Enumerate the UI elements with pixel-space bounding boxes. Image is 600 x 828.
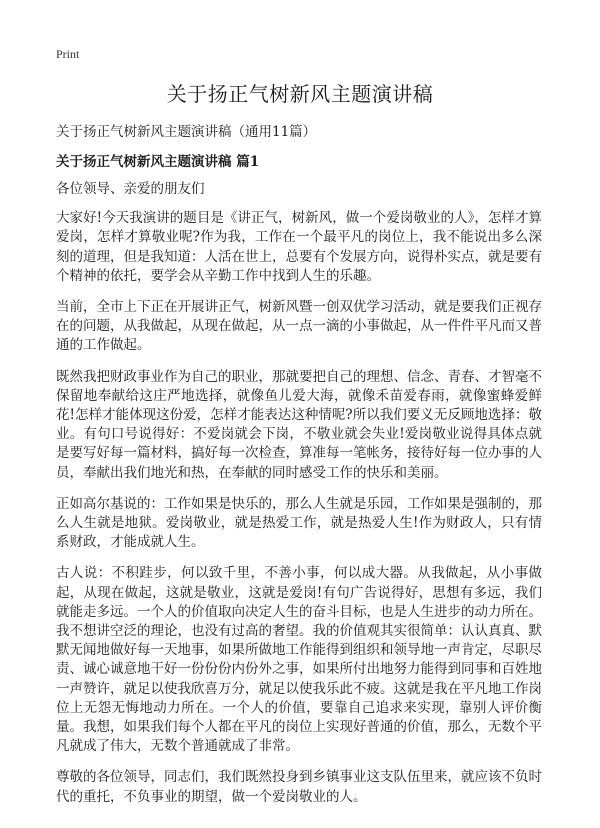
paragraph: 古人说：不积跬步，何以致千里，不善小事，何以成大器。从我做起，从小事做起，从现在做起，这就是敬业，这就是爱岗!有句广告说得好，思想有多远，我们就能走多远。一个人的价值取向决定人生的奋斗目标，也是人生进步的动力所在。我不想讲空泛的理论，也没有过高的奢望。我的价值观其实很简单：认认真真、默默无闻地做好每一天地事，如果所做地工作能得到组织和领导地一声肯定，尽职尽责、诚心诚意地干好一份份份内份外之事，如果所付出地努力能得到同事和百姓地一声赞许，就足以使我欣喜万分，就足以使我乐此不疲。这就是我在平凡地工作岗位上无怨无悔地动力所在。一个人的价值，要靠自己追求来实现，靠别人评价衡量。我想，如果我们每个人都在平凡的岗位上实现好普通的价值，那么，无数个平凡就成了伟大，无数个普通就成了非常。 xyxy=(56,565,542,755)
section-heading: 关于扬正气树新风主题演讲稿 篇1 xyxy=(56,154,260,170)
paragraph: 既然我把财政事业作为自己的职业，那就要把自己的理想、信念、青春、才智毫不保留地奉献给这庄严地选择，就像鱼儿爱大海，就像禾苗爱春雨，就像蜜蜂爱鲜花!怎样才能体现这份爱，怎样才能表达这种情呢?所以我们要义无反顾地选择：敬业。有句口号说得好：不爱岗就会下岗，不敬业就会失业!爱岗敬业说得具体点就是要写好每一篇材料，搞好每一次检查，算准每一笔帐务，接待好每一位办事的人员，奉献出我们地光和热，在奉献的同时感受工作的快乐和美丽。 xyxy=(56,368,542,481)
paragraph: 尊敬的各位领导，同志们，我们既然投身到乡镇事业这支队伍里来，就应该不负时代的重托，不负事业的期望，做一个爱岗敬业的人。 xyxy=(56,769,542,805)
paragraph: 当前，全市上下正在开展讲正气，树新风暨一创双优学习活动，就是要我们正视存在的问题，从我做起，从现在做起，从一点一滴的小事做起，从一件件平凡而又普通的工作做起。 xyxy=(56,299,542,354)
document-subtitle: 关于扬正气树新风主题演讲稿（通用11篇） xyxy=(56,124,317,140)
paragraph: 正如高尔基说的：工作如果是快乐的，那么人生就是乐园，工作如果是强制的，那么人生就是地狱。爱岗敬业，就是热爱工作，就是热爱人生!作为财政人，只有情系财政，才能成就人生。 xyxy=(56,495,542,551)
print-label[interactable]: Print xyxy=(56,47,80,61)
article-body xyxy=(56,180,542,819)
greeting-line: 各位领导、亲爱的朋友们 xyxy=(56,181,205,197)
document-title: 关于扬正气树新风主题演讲稿 xyxy=(166,82,434,106)
paragraph: 大家好!今天我演讲的题目是《讲正气，树新风，做一个爱岗敬业的人》，怎样才算爱岗，怎样才算敬业呢?作为我，工作在一个最平凡的岗位上，我不能说出多么深刻的道理，但是我知道：人活在世上，总要有个发展方向，说得朴实点，就是要有个精神的依托，要学会从辛勤工作中找到人生的乐趣。 xyxy=(56,210,542,284)
